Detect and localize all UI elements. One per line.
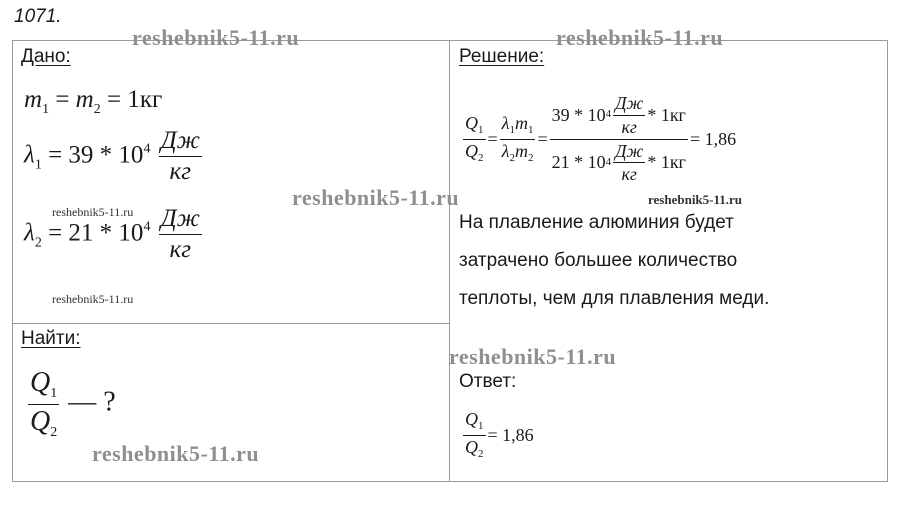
lambda2-symbol: λ xyxy=(24,219,35,247)
sol-m2: m xyxy=(514,140,528,161)
sol-big-num-coef: 39 * 10 xyxy=(551,104,606,125)
mass-value: = 1кг xyxy=(106,86,163,113)
frame-bottom xyxy=(12,481,888,482)
lambda1-unit-num: Дж xyxy=(159,128,202,157)
lambda1-symbol: λ xyxy=(24,141,35,169)
lambda2-exp: 4 xyxy=(143,219,151,235)
mass-m2-symbol: m xyxy=(75,86,94,113)
sol-l1: λ xyxy=(501,112,510,133)
sol-big-den-mass: * 1кг xyxy=(647,152,686,173)
sol-lambda-den xyxy=(502,140,534,165)
given-mass-equation xyxy=(24,86,162,118)
lambda2-value: = 21 * 10 xyxy=(48,219,144,247)
lambda1-value: = 39 * 10 xyxy=(48,141,144,169)
frame-divider-vertical xyxy=(449,40,450,482)
sol-lambda-ratio xyxy=(500,114,536,164)
find-q2: Q xyxy=(30,405,51,437)
answer-q2-sub: 2 xyxy=(478,447,484,460)
answer-heading: Ответ: xyxy=(459,371,517,392)
mass-m2-sub: 2 xyxy=(93,102,101,117)
sol-big-den-exp: 4 xyxy=(605,156,612,169)
problem-number: 1071. xyxy=(14,6,62,27)
watermark: reshebnik5-11.ru xyxy=(556,25,724,50)
frame-right xyxy=(887,40,888,482)
sol-big-num xyxy=(550,94,688,140)
mass-m1-sub: 1 xyxy=(42,102,50,117)
find-ratio-den xyxy=(30,405,57,441)
lambda1-exp: 4 xyxy=(143,141,151,157)
sol-q2-sub: 2 xyxy=(478,151,484,164)
mass-eq-sign: = xyxy=(55,86,70,113)
find-heading: Найти: xyxy=(21,328,81,349)
answer-q1: Q xyxy=(465,409,478,429)
solution-text-line: теплоты, чем для плавления меди. xyxy=(459,288,770,309)
given-lambda1 xyxy=(24,128,204,186)
sol-lambda-num xyxy=(500,114,536,140)
sol-big-den-unit xyxy=(613,142,645,185)
watermark-small: reshebnik5-11.ru xyxy=(52,292,134,306)
sol-l2-sub: 2 xyxy=(509,151,515,164)
lambda2-unit-num: Дж xyxy=(159,206,202,235)
sol-big-den-unit-num: Дж xyxy=(613,142,645,164)
sol-q2: Q xyxy=(465,140,478,161)
watermark-small: reshebnik5-11.ru xyxy=(648,192,743,207)
solution-explanation xyxy=(459,204,769,318)
sol-q-den xyxy=(465,140,484,165)
sol-l2: λ xyxy=(501,140,510,161)
sol-q1: Q xyxy=(465,112,478,133)
watermark: reshebnik5-11.ru xyxy=(449,344,617,369)
answer-formula xyxy=(461,410,534,460)
find-ratio-num xyxy=(28,368,59,405)
sol-big-num-unit-den: кг xyxy=(621,116,637,137)
frame-left xyxy=(12,40,13,482)
lambda2-unit-den: кг xyxy=(169,236,191,264)
sol-eq2: = xyxy=(537,128,548,149)
find-question: — ? xyxy=(68,386,116,418)
find-q2-sub: 2 xyxy=(50,424,58,440)
sol-l1-sub: 1 xyxy=(509,123,515,136)
sol-q1-sub: 1 xyxy=(478,123,484,136)
answer-ratio-num xyxy=(463,410,486,436)
sol-big-fraction xyxy=(550,94,688,185)
sol-m1: m xyxy=(514,112,528,133)
sol-big-den-unit-den: кг xyxy=(621,164,637,185)
sol-result: = 1,86 xyxy=(689,128,737,149)
lambda2-sub: 2 xyxy=(34,235,42,251)
find-ratio-fraction xyxy=(28,368,59,440)
watermark: reshebnik5-11.ru xyxy=(132,25,300,50)
find-q1-sub: 1 xyxy=(50,386,58,401)
lambda1-unit-den: кг xyxy=(169,158,191,186)
frame-divider-horizontal xyxy=(12,323,450,324)
sol-big-den-coef: 21 * 10 xyxy=(551,152,606,173)
lambda2-unit xyxy=(159,206,202,264)
sol-big-den xyxy=(552,140,686,185)
sol-big-num-unit-num: Дж xyxy=(613,94,645,116)
answer-q1-sub: 1 xyxy=(478,420,484,432)
find-ratio xyxy=(26,368,116,440)
solution-formula xyxy=(461,84,736,194)
watermark: reshebnik5-11.ru xyxy=(92,441,260,466)
sol-m2-sub: 2 xyxy=(527,151,534,164)
given-heading: Дано: xyxy=(21,46,71,67)
sol-m1-sub: 1 xyxy=(527,123,534,136)
sol-q-num xyxy=(463,114,486,140)
sol-big-num-exp: 4 xyxy=(605,108,612,121)
solution-text-line: На плавление алюминия будет xyxy=(459,212,734,233)
find-q1: Q xyxy=(30,367,51,398)
sol-q-ratio xyxy=(463,114,486,164)
solution-heading: Решение: xyxy=(459,46,545,67)
answer-ratio xyxy=(463,410,486,460)
answer-result: = 1,86 xyxy=(487,424,534,445)
watermark: reshebnik5-11.ru xyxy=(292,185,460,210)
answer-ratio-den xyxy=(465,436,484,461)
mass-m1-symbol: m xyxy=(24,86,43,113)
solution-text-line: затрачено большее количество xyxy=(459,250,738,271)
answer-q2: Q xyxy=(465,436,478,457)
sol-eq1: = xyxy=(487,128,498,149)
lambda1-unit xyxy=(159,128,202,186)
watermark-small: reshebnik5-11.ru xyxy=(52,205,134,219)
lambda1-sub: 1 xyxy=(34,157,42,173)
sol-big-num-mass: * 1кг xyxy=(647,104,686,125)
sol-big-num-unit xyxy=(613,94,645,137)
